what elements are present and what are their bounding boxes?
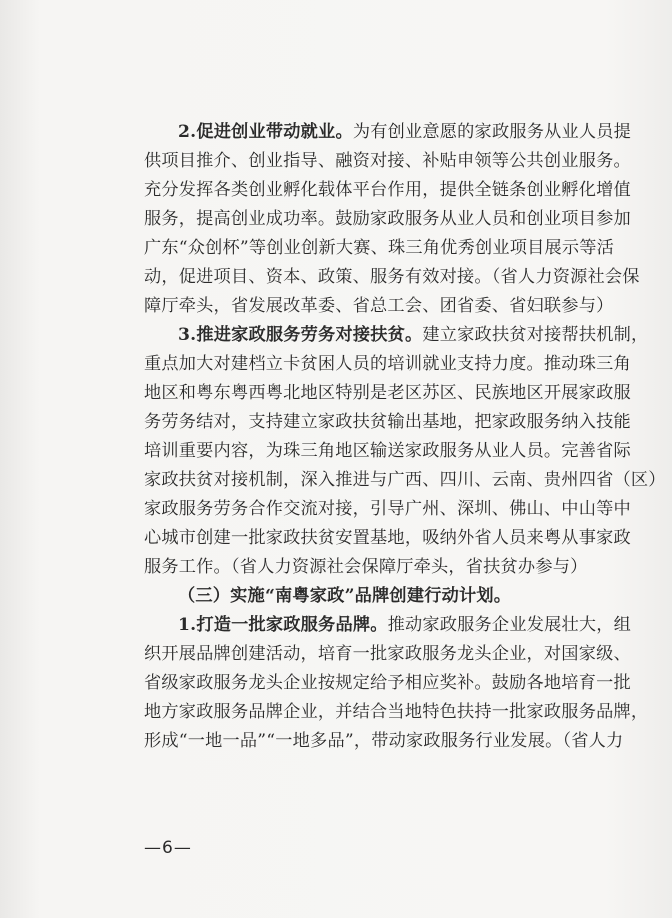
paragraph-line: 充分发挥各类创业孵化载体平台作用，提供全链条创业孵化增值: [144, 180, 631, 200]
paragraph-line: 家政扶贫对接机制，深入推进与广西、四川、云南、贵州四省（区）: [144, 470, 666, 490]
paragraph-line: 3.推进家政服务劳务对接扶贫。建立家政扶贫对接帮扶机制，: [178, 325, 649, 345]
paragraph-heading: 1.打造一批家政服务品牌。: [178, 615, 388, 635]
paragraph-line: 动，促进项目、资本、政策、服务有效对接。（省人力资源社会保: [144, 267, 640, 287]
paragraph-line: 服务，提高创业成功率。鼓励家政服务从业人员和创业项目参加: [144, 209, 631, 229]
paragraph-line: 培训重要内容，为珠三角地区输送家政服务从业人员。完善省际: [144, 441, 631, 461]
paragraph-line: 地方家政服务品牌企业，并结合当地特色扶持一批家政服务品牌，: [144, 702, 649, 722]
paragraph-line: 地区和粤东粤西粤北地区特别是老区苏区、民族地区开展家政服: [144, 383, 631, 403]
paragraph-line: 重点加大对建档立卡贫困人员的培训就业支持力度。推动珠三角: [144, 354, 631, 374]
paragraph-line: 广东“众创杯”等创业创新大赛、珠三角优秀创业项目展示等活: [144, 238, 615, 258]
paragraph-heading: 2.促进创业带动就业。: [178, 122, 353, 142]
document-body: [144, 118, 666, 756]
paragraph-line: 心城市创建一批家政扶贫安置基地，吸纳外省人员来粤从事家政: [144, 528, 631, 548]
paragraph-line: 供项目推介、创业指导、融资对接、补贴申领等公共创业服务。: [144, 151, 631, 171]
paragraph-line: 形成“一地一品”“一地多品”，带动家政服务行业发展。（省人力: [144, 731, 624, 751]
page-number: —6—: [144, 838, 192, 858]
paragraph-line: 2.促进创业带动就业。为有创业意愿的家政服务从业人员提: [178, 122, 632, 142]
paragraph-line: 1.打造一批家政服务品牌。推动家政服务企业发展壮大，组: [178, 615, 632, 635]
paragraph-line: 织开展品牌创建活动，培育一批家政服务龙头企业，对国家级、: [144, 644, 631, 664]
section-heading: （三）实施“南粤家政”品牌创建行动计划。: [178, 586, 512, 606]
paragraph-line: 省级家政服务龙头企业按规定给予相应奖补。鼓励各地培育一批: [144, 673, 631, 693]
paragraph-heading: 3.推进家政服务劳务对接扶贫。: [178, 325, 423, 345]
paragraph-line: 务劳务结对，支持建立家政扶贫输出基地，把家政服务纳入技能: [144, 412, 631, 432]
paragraph-line: 家政服务劳务合作交流对接，引导广州、深圳、佛山、中山等中: [144, 499, 631, 519]
paragraph-line: 障厅牵头，省发展改革委、省总工会、团省委、省妇联参与）: [144, 296, 614, 316]
paragraph-line: 服务工作。（省人力资源社会保障厅牵头，省扶贫办参与）: [144, 557, 588, 577]
